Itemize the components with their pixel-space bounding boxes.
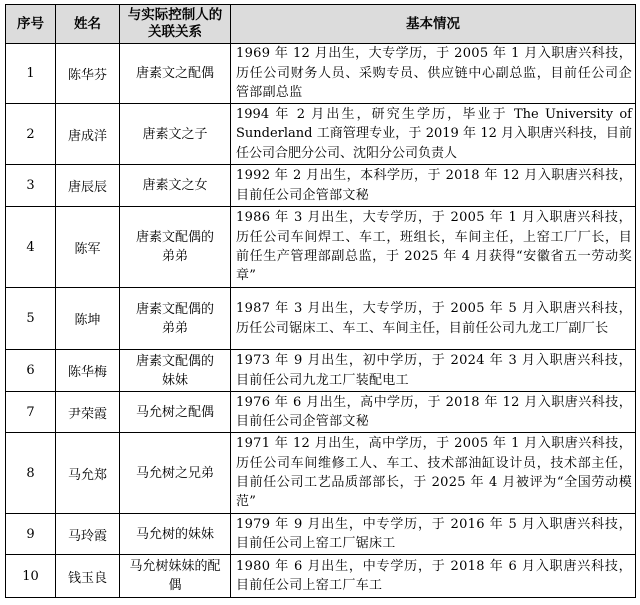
row-name: 陈华梅 (56, 350, 120, 392)
row-name: 尹荣霞 (56, 392, 120, 433)
table-row (6, 433, 636, 514)
row-relation (120, 350, 231, 392)
row-info: 1992 年 2 月出生，本科学历，于 2018 年 12 月入职唐兴科技，目前任公司企管部文秘 (231, 165, 636, 207)
row-no: 7 (6, 392, 56, 433)
header-no: 序号 (6, 5, 56, 44)
header-relation-text: 与实际控制人的关联关系 (127, 7, 223, 40)
row-info: 1969 年 12 月出生，大专学历，于 2005 年 1 月入职唐兴科技，历任公司财务人员、采购专员、供应链中心副总监，目前任公司企管部副总监 (231, 44, 636, 104)
table-row (6, 392, 636, 433)
row-no: 8 (6, 433, 56, 514)
row-no: 2 (6, 104, 56, 165)
row-no: 1 (6, 44, 56, 104)
table-row (6, 514, 636, 555)
related-persons-table (5, 4, 636, 598)
row-no: 10 (6, 555, 56, 598)
row-relation: 唐素文之子 (120, 104, 231, 165)
row-name: 钱玉良 (56, 555, 120, 598)
row-info: 1994 年 2 月出生，研究生学历，毕业于 The University of Sunderland 工商管理专业，于 2019 年 12 月入职唐兴科技，目前任公司合肥分公司、沈阳分公司负责人 (231, 104, 636, 165)
row-info: 1979 年 9 月出生，中专学历，于 2016 年 5 月入职唐兴科技，目前任公司上窑工厂锯床工 (231, 514, 636, 555)
row-no: 6 (6, 350, 56, 392)
table-row (6, 288, 636, 350)
row-name: 唐成洋 (56, 104, 120, 165)
table-row (6, 207, 636, 288)
header-relation (120, 5, 231, 44)
row-relation: 马允树之配偶 (120, 392, 231, 433)
table-row (6, 165, 636, 207)
table-row (6, 555, 636, 598)
row-name: 马玲霞 (56, 514, 120, 555)
row-info: 1971 年 12 月出生，高中学历，于 2005 年 1 月入职唐兴科技，历任公司车间维修工人、车工、技术部油缸设计员，技术部主任，目前任公司工艺品质部部长，于 2025 年 4 月被评为“全国劳动模范” (231, 433, 636, 514)
row-relation-text: 唐素文配偶的弟弟 (135, 301, 214, 336)
row-relation: 唐素文之配偶 (120, 44, 231, 104)
row-no: 3 (6, 165, 56, 207)
header-name: 姓名 (56, 5, 120, 44)
row-name: 唐辰辰 (56, 165, 120, 207)
row-no: 9 (6, 514, 56, 555)
row-relation (120, 288, 231, 350)
row-info: 1986 年 3 月出生，大专学历，于 2005 年 1 月入职唐兴科技，历任公司车间焊工、车工，班组长，车间主任，上窑工厂厂长，目前任生产管理部副总监，于 2025 年 4 月获得“安徽省五一劳动奖章” (231, 207, 636, 288)
row-info: 1987 年 3 月出生，大专学历，于 2005 年 5 月入职唐兴科技，历任公司锯床工、车工、车间主任，目前任公司九龙工厂副厂长 (231, 288, 636, 350)
table-row (6, 350, 636, 392)
table-row (6, 104, 636, 165)
row-relation: 马允树之兄弟 (120, 433, 231, 514)
table-header-row (6, 5, 636, 44)
header-info: 基本情况 (231, 5, 636, 44)
table-row (6, 44, 636, 104)
row-relation: 马允树的妹妹 (120, 514, 231, 555)
row-name: 陈军 (56, 207, 120, 288)
row-relation (120, 207, 231, 288)
row-name: 陈坤 (56, 288, 120, 350)
row-relation-text: 唐素文配偶的弟弟 (135, 230, 214, 264)
row-relation (120, 555, 231, 598)
row-no: 5 (6, 288, 56, 350)
row-info: 1976 年 6 月出生，高中学历，于 2018 年 12 月入职唐兴科技，目前任公司企管部文秘 (231, 392, 636, 433)
row-info: 1973 年 9 月出生，初中学历，于 2024 年 3 月入职唐兴科技，目前任公司九龙工厂装配电工 (231, 350, 636, 392)
row-name: 陈华芬 (56, 44, 120, 104)
row-info: 1980 年 6 月出生，中专学历，于 2018 年 6 月入职唐兴科技，目前任公司上窑工厂车工 (231, 555, 636, 598)
row-no: 4 (6, 207, 56, 288)
row-relation: 唐素文之女 (120, 165, 231, 207)
row-relation-text: 唐素文配偶的妹妹 (135, 353, 214, 388)
row-name: 马允郑 (56, 433, 120, 514)
row-relation-text: 马允树妹妹的配偶 (129, 559, 221, 593)
